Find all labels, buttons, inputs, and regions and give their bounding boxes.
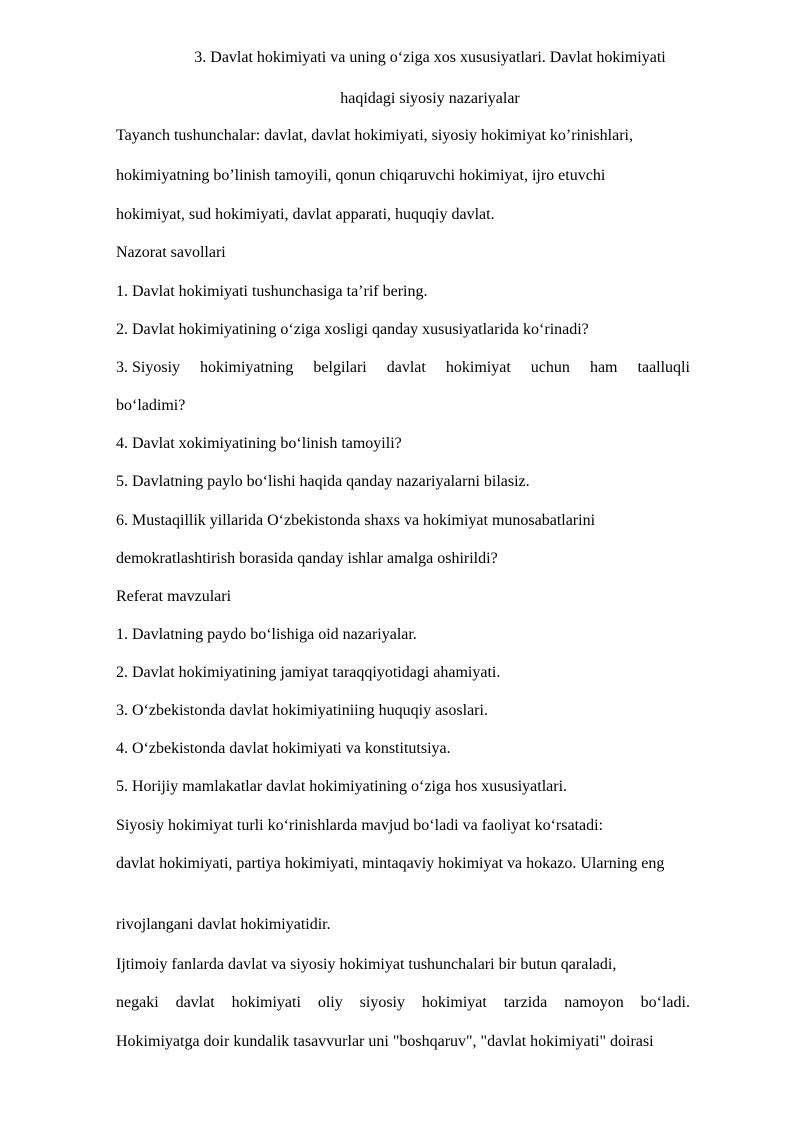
paragraph-1-line-2: davlat hokimiyati, partiya hokimiyati, mintaqaviy hokimiyat va hokazo. Ularning eng — [116, 855, 665, 872]
paragraph-2-word: siyosiy — [359, 994, 405, 1011]
question-3-word: taalluqli — [637, 359, 690, 376]
paragraph-2-word: bo‘ladi. — [640, 994, 690, 1011]
paragraph-2-line-3: Hokimiyatga doir kundalik tasavvurlar uni "boshqaruv", "davlat hokimiyati" doirasi — [116, 1033, 654, 1050]
question-2: 2. Davlat hokimiyatining o‘ziga xosligi qanday xususiyatlarida ko‘rinadi? — [116, 321, 589, 338]
question-4: 4. Davlat xokimiyatining bo‘linish tamoyili? — [116, 435, 402, 452]
essay-topic-4: 4. O‘zbekistonda davlat hokimiyati va konstitutsiya. — [116, 740, 451, 757]
question-3-word: hokimiyat — [445, 359, 511, 376]
question-3-word: ham — [589, 359, 618, 376]
question-3-line-1 — [116, 358, 690, 377]
paragraph-2-word: hokimiyati — [231, 994, 301, 1011]
key-concepts-line-2: hokimiyatning bo’linish tamoyili, qonun chiqaruvchi hokimiyat, ijro etuvchi — [116, 167, 606, 184]
question-3-word: davlat — [386, 359, 426, 376]
essay-topics-heading: Referat mavzulari — [116, 588, 232, 605]
key-concepts-line-3: hokimiyat, sud hokimiyati, davlat apparati, huquqiy davlat. — [116, 206, 495, 223]
paragraph-2-word: tarzida — [503, 994, 548, 1011]
paragraph-2-word: namoyon — [564, 994, 624, 1011]
paragraph-2-line-2 — [116, 993, 690, 1012]
paragraph-2-word: negaki — [116, 994, 159, 1011]
title-line-1: 3. Davlat hokimiyati va uning o‘ziga xos xususiyatlari. Davlat hokimiyati — [194, 49, 666, 66]
key-concepts-line-1: Tayanch tushunchalar: davlat, davlat hokimiyati, siyosiy hokimiyat ko’rinishlari, — [116, 127, 633, 144]
question-1: 1. Davlat hokimiyati tushunchasiga ta’rif bering. — [116, 283, 428, 300]
essay-topic-5: 5. Horijiy mamlakatlar davlat hokimiyatining o‘ziga hos xususiyatlari. — [116, 778, 568, 795]
paragraph-2-line-1: Ijtimoiy fanlarda davlat va siyosiy hokimiyat tushunchalari bir butun qaraladi, — [116, 956, 617, 973]
paragraph-1-line-3: rivojlangani davlat hokimiyatidir. — [116, 916, 331, 933]
paragraph-2-word: oliy — [317, 994, 343, 1011]
question-6-line-1: 6. Mustaqillik yillarida O‘zbekistonda shaxs va hokimiyat munosabatlarini — [116, 512, 596, 529]
essay-topic-3: 3. O‘zbekistonda davlat hokimiyatiniing huquqiy asoslari. — [116, 702, 488, 719]
question-3-word: uchun — [530, 359, 570, 376]
paragraph-1-line-1: Siyosiy hokimiyat turli ko‘rinishlarda mavjud bo‘ladi va faoliyat ko‘rsatadi: — [116, 817, 604, 834]
essay-topic-1: 1. Davlatning paydo bo‘lishiga oid nazariyalar. — [116, 626, 417, 643]
question-6-line-2: demokratlashtirish borasida qanday ishlar amalga oshirildi? — [116, 550, 498, 567]
paragraph-2-word: davlat — [175, 994, 215, 1011]
question-3-line-2: bo‘ladimi? — [116, 397, 186, 414]
question-3-word: hokimiyatning — [200, 359, 294, 376]
title-line-2: haqidagi siyosiy nazariyalar — [340, 90, 520, 107]
question-3-word: belgilari — [313, 359, 367, 376]
essay-topic-2: 2. Davlat hokimiyatining jamiyat taraqqiyotidagi ahamiyati. — [116, 664, 501, 681]
question-5: 5. Davlatning paylo bo‘lishi haqida qanday nazariyalarni bilasiz. — [116, 473, 530, 490]
control-questions-heading: Nazorat savollari — [116, 244, 226, 261]
question-3-word: 3. Siyosiy — [116, 359, 181, 376]
paragraph-2-word: hokimiyat — [421, 994, 487, 1011]
